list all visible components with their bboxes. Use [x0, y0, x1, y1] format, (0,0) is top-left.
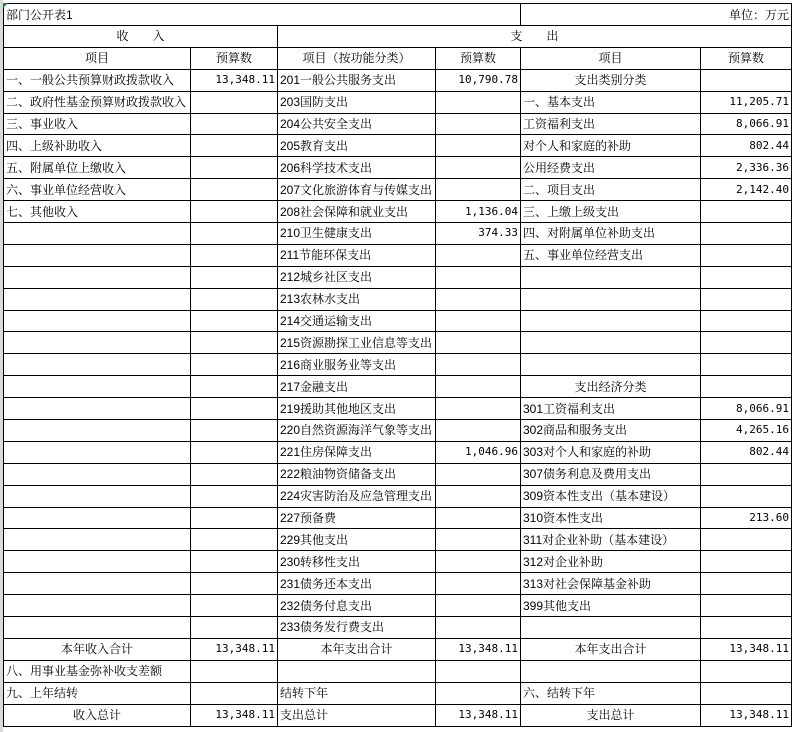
table-row — [4, 244, 792, 266]
table-row — [4, 223, 792, 245]
table-row — [4, 485, 792, 507]
budget-amount-cell[interactable] — [701, 223, 792, 245]
income-section-header[interactable]: 收 入 — [4, 26, 278, 48]
budget-amount-cell[interactable] — [436, 551, 521, 573]
budget-amount-cell[interactable]: 8,066.91 — [701, 113, 792, 135]
budget-amount-cell[interactable] — [191, 354, 278, 376]
item-cell[interactable]: 302商品和服务支出 — [521, 420, 701, 442]
item-cell[interactable]: 213农林水支出 — [278, 288, 436, 310]
budget-amount-cell[interactable] — [436, 310, 521, 332]
budget-amount-cell[interactable] — [436, 617, 521, 639]
item-cell[interactable] — [4, 463, 191, 485]
budget-amount-cell[interactable] — [701, 354, 792, 376]
item-cell[interactable]: 221住房保障支出 — [278, 441, 436, 463]
budget-amount-cell[interactable]: 13,348.11 — [436, 638, 521, 660]
table-title[interactable]: 部门公开表1 — [4, 4, 521, 26]
table-row — [4, 69, 792, 91]
item-cell[interactable]: 311对企业补助（基本建设） — [521, 529, 701, 551]
budget-table — [3, 3, 792, 727]
budget-amount-cell[interactable] — [436, 682, 521, 704]
item-cell[interactable]: 204公共安全支出 — [278, 113, 436, 135]
item-cell[interactable] — [521, 332, 701, 354]
item-cell[interactable] — [521, 266, 701, 288]
column-header-row — [4, 47, 792, 69]
budget-amount-cell[interactable]: 2,142.40 — [701, 179, 792, 201]
item-cell[interactable]: 220自然资源海洋气象等支出 — [278, 420, 436, 442]
budget-amount-cell[interactable] — [191, 463, 278, 485]
item-cell[interactable]: 三、事业收入 — [4, 113, 191, 135]
table-row — [4, 376, 792, 398]
budget-amount-cell[interactable] — [191, 617, 278, 639]
item-cell[interactable]: 七、其他收入 — [4, 201, 191, 223]
table-row — [4, 682, 792, 704]
item-cell[interactable] — [521, 660, 701, 682]
item-cell[interactable]: 219援助其他地区支出 — [278, 398, 436, 420]
item-cell[interactable] — [4, 617, 191, 639]
budget-amount-cell[interactable] — [191, 682, 278, 704]
budget-amount-cell[interactable] — [191, 507, 278, 529]
budget-amount-cell[interactable] — [191, 660, 278, 682]
expense-section-header[interactable]: 支 出 — [278, 26, 792, 48]
table-row — [4, 638, 792, 660]
item-cell[interactable]: 工资福利支出 — [521, 113, 701, 135]
table-row — [4, 135, 792, 157]
budget-amount-cell[interactable] — [701, 266, 792, 288]
budget-amount-cell[interactable] — [191, 551, 278, 573]
budget-amount-cell[interactable] — [191, 376, 278, 398]
budget-amount-cell[interactable] — [436, 529, 521, 551]
item-cell[interactable] — [4, 332, 191, 354]
budget-amount-cell[interactable]: 8,066.91 — [701, 398, 792, 420]
table-row — [4, 91, 792, 113]
table-row — [4, 507, 792, 529]
item-cell[interactable]: 二、政府性基金预算财政拨款收入 — [4, 91, 191, 113]
title-row — [4, 4, 792, 26]
item-cell[interactable]: 205教育支出 — [278, 135, 436, 157]
budget-amount-cell[interactable]: 213.60 — [701, 507, 792, 529]
item-cell[interactable]: 230转移性支出 — [278, 551, 436, 573]
item-cell[interactable]: 229其他支出 — [278, 529, 436, 551]
item-cell[interactable] — [521, 310, 701, 332]
budget-amount-cell[interactable] — [191, 310, 278, 332]
budget-amount-cell[interactable]: 13,348.11 — [436, 704, 521, 726]
item-cell[interactable]: 301工资福利支出 — [521, 398, 701, 420]
budget-amount-cell[interactable] — [436, 91, 521, 113]
table-row — [4, 420, 792, 442]
budget-amount-cell[interactable] — [436, 157, 521, 179]
budget-amount-cell[interactable] — [701, 660, 792, 682]
item-cell[interactable] — [4, 551, 191, 573]
item-cell[interactable]: 九、上年结转 — [4, 682, 191, 704]
budget-amount-cell[interactable] — [701, 551, 792, 573]
column-header[interactable]: 预算数 — [436, 47, 521, 69]
budget-amount-cell[interactable] — [191, 201, 278, 223]
table-row — [4, 179, 792, 201]
budget-amount-cell[interactable] — [191, 244, 278, 266]
budget-amount-cell[interactable] — [436, 573, 521, 595]
column-header[interactable]: 预算数 — [191, 47, 278, 69]
table-row — [4, 398, 792, 420]
item-cell[interactable]: 201一般公共服务支出 — [278, 69, 436, 91]
item-cell[interactable] — [521, 617, 701, 639]
budget-amount-cell[interactable]: 2,336.36 — [701, 157, 792, 179]
budget-amount-cell[interactable] — [191, 332, 278, 354]
item-cell[interactable]: 211节能环保支出 — [278, 244, 436, 266]
budget-amount-cell[interactable]: 11,205.71 — [701, 91, 792, 113]
budget-amount-cell[interactable] — [701, 310, 792, 332]
item-cell[interactable] — [4, 244, 191, 266]
table-row — [4, 266, 792, 288]
item-cell[interactable]: 208社会保障和就业支出 — [278, 201, 436, 223]
item-cell[interactable]: 三、上缴上级支出 — [521, 201, 701, 223]
item-cell[interactable]: 207文化旅游体育与传媒支出 — [278, 179, 436, 201]
item-cell[interactable]: 310资本性支出 — [521, 507, 701, 529]
budget-amount-cell[interactable]: 1,046.96 — [436, 441, 521, 463]
budget-amount-cell[interactable]: 13,348.11 — [191, 638, 278, 660]
budget-amount-cell[interactable] — [191, 441, 278, 463]
table-row — [4, 704, 792, 726]
budget-amount-cell[interactable]: 1,136.04 — [436, 201, 521, 223]
budget-amount-cell[interactable] — [191, 288, 278, 310]
budget-amount-cell[interactable] — [436, 135, 521, 157]
item-cell[interactable] — [521, 288, 701, 310]
item-cell[interactable]: 303对个人和家庭的补助 — [521, 441, 701, 463]
item-cell[interactable]: 支出经济分类 — [521, 376, 701, 398]
budget-amount-cell[interactable] — [436, 266, 521, 288]
item-cell[interactable]: 231债务还本支出 — [278, 573, 436, 595]
section-header-row — [4, 26, 792, 48]
table-row — [4, 529, 792, 551]
budget-amount-cell[interactable] — [191, 113, 278, 135]
table-row — [4, 463, 792, 485]
item-cell[interactable]: 222粮油物资储备支出 — [278, 463, 436, 485]
budget-amount-cell[interactable] — [191, 398, 278, 420]
budget-amount-cell[interactable] — [701, 573, 792, 595]
budget-amount-cell[interactable] — [436, 485, 521, 507]
budget-amount-cell[interactable] — [701, 288, 792, 310]
column-header[interactable]: 项目（按功能分类） — [278, 47, 436, 69]
budget-amount-cell[interactable]: 13,348.11 — [191, 69, 278, 91]
budget-amount-cell[interactable]: 10,790.78 — [436, 69, 521, 91]
budget-amount-cell[interactable] — [701, 332, 792, 354]
budget-amount-cell[interactable] — [701, 376, 792, 398]
budget-amount-cell[interactable]: 802.44 — [701, 441, 792, 463]
item-cell[interactable] — [4, 398, 191, 420]
item-cell[interactable]: 六、结转下年 — [521, 682, 701, 704]
table-row — [4, 573, 792, 595]
item-cell[interactable]: 结转下年 — [278, 682, 436, 704]
item-cell[interactable]: 一、一般公共预算财政拨款收入 — [4, 69, 191, 91]
budget-amount-cell[interactable] — [436, 507, 521, 529]
item-cell[interactable]: 313对社会保障基金补助 — [521, 573, 701, 595]
table-row — [4, 201, 792, 223]
budget-amount-cell[interactable] — [436, 376, 521, 398]
item-cell[interactable]: 本年支出合计 — [278, 638, 436, 660]
item-cell[interactable]: 224灾害防治及应急管理支出 — [278, 485, 436, 507]
item-cell[interactable]: 公用经费支出 — [521, 157, 701, 179]
item-cell[interactable]: 212城乡社区支出 — [278, 266, 436, 288]
item-cell[interactable]: 232债务付息支出 — [278, 595, 436, 617]
budget-amount-cell[interactable] — [436, 660, 521, 682]
item-cell[interactable] — [4, 376, 191, 398]
budget-amount-cell[interactable] — [701, 201, 792, 223]
item-cell[interactable] — [4, 223, 191, 245]
table-row — [4, 617, 792, 639]
item-cell[interactable]: 本年支出合计 — [521, 638, 701, 660]
item-cell[interactable] — [4, 288, 191, 310]
item-cell[interactable] — [4, 485, 191, 507]
item-cell[interactable]: 支出总计 — [521, 704, 701, 726]
budget-amount-cell[interactable] — [191, 529, 278, 551]
item-cell[interactable] — [4, 310, 191, 332]
item-cell[interactable]: 对个人和家庭的补助 — [521, 135, 701, 157]
budget-amount-cell[interactable] — [191, 420, 278, 442]
item-cell[interactable]: 四、上级补助收入 — [4, 135, 191, 157]
item-cell[interactable]: 309资本性支出（基本建设） — [521, 485, 701, 507]
item-cell[interactable]: 八、用事业基金弥补收支差额 — [4, 660, 191, 682]
budget-amount-cell[interactable]: 802.44 — [701, 135, 792, 157]
item-cell[interactable]: 307债务利息及费用支出 — [521, 463, 701, 485]
item-cell[interactable] — [4, 573, 191, 595]
budget-amount-cell[interactable] — [436, 398, 521, 420]
table-row — [4, 113, 792, 135]
item-cell[interactable] — [278, 660, 436, 682]
item-cell[interactable]: 216商业服务业等支出 — [278, 354, 436, 376]
item-cell[interactable] — [521, 354, 701, 376]
table-row — [4, 354, 792, 376]
budget-amount-cell[interactable]: 13,348.11 — [701, 638, 792, 660]
budget-amount-cell[interactable] — [191, 266, 278, 288]
item-cell[interactable] — [4, 507, 191, 529]
table-row — [4, 332, 792, 354]
table-row — [4, 595, 792, 617]
item-cell[interactable]: 一、基本支出 — [521, 91, 701, 113]
item-cell[interactable]: 203国防支出 — [278, 91, 436, 113]
table-row — [4, 288, 792, 310]
budget-amount-cell[interactable] — [436, 595, 521, 617]
item-cell[interactable]: 214交通运输支出 — [278, 310, 436, 332]
table-row — [4, 157, 792, 179]
budget-amount-cell[interactable] — [191, 573, 278, 595]
budget-amount-cell[interactable] — [191, 135, 278, 157]
item-cell[interactable] — [4, 441, 191, 463]
budget-amount-cell[interactable] — [436, 113, 521, 135]
column-header[interactable]: 预算数 — [701, 47, 792, 69]
budget-amount-cell[interactable]: 4,265.16 — [701, 420, 792, 442]
column-header[interactable]: 项目 — [521, 47, 701, 69]
budget-amount-cell[interactable] — [701, 682, 792, 704]
cell-comment-marker — [3, 3, 8, 8]
budget-amount-cell[interactable] — [191, 485, 278, 507]
budget-amount-cell[interactable]: 374.33 — [436, 223, 521, 245]
budget-amount-cell[interactable] — [191, 91, 278, 113]
item-cell[interactable]: 399其他支出 — [521, 595, 701, 617]
item-cell[interactable] — [4, 529, 191, 551]
table-row — [4, 551, 792, 573]
item-cell[interactable]: 五、附属单位上缴收入 — [4, 157, 191, 179]
table-row — [4, 310, 792, 332]
item-cell[interactable]: 二、项目支出 — [521, 179, 701, 201]
budget-amount-cell[interactable] — [191, 157, 278, 179]
item-cell[interactable] — [4, 266, 191, 288]
table-row — [4, 660, 792, 682]
budget-amount-cell[interactable] — [436, 244, 521, 266]
budget-amount-cell[interactable] — [701, 529, 792, 551]
budget-amount-cell[interactable] — [436, 463, 521, 485]
item-cell[interactable]: 支出总计 — [278, 704, 436, 726]
budget-amount-cell[interactable]: 13,348.11 — [701, 704, 792, 726]
item-cell[interactable] — [4, 595, 191, 617]
budget-amount-cell[interactable] — [701, 617, 792, 639]
item-cell[interactable]: 215资源勘探工业信息等支出 — [278, 332, 436, 354]
budget-amount-cell[interactable] — [191, 179, 278, 201]
item-cell[interactable]: 210卫生健康支出 — [278, 223, 436, 245]
budget-amount-cell[interactable] — [701, 595, 792, 617]
item-cell[interactable]: 收入总计 — [4, 704, 191, 726]
item-cell[interactable]: 217金融支出 — [278, 376, 436, 398]
item-cell[interactable]: 支出类别分类 — [521, 69, 701, 91]
unit-label[interactable]: 单位：万元 — [521, 4, 792, 26]
item-cell[interactable]: 四、对附属单位补助支出 — [521, 223, 701, 245]
budget-amount-cell[interactable] — [436, 420, 521, 442]
budget-amount-cell[interactable] — [701, 463, 792, 485]
budget-amount-cell[interactable] — [436, 179, 521, 201]
budget-amount-cell[interactable] — [436, 288, 521, 310]
item-cell[interactable] — [4, 420, 191, 442]
budget-amount-cell[interactable] — [701, 244, 792, 266]
budget-amount-cell[interactable] — [701, 69, 792, 91]
item-cell[interactable]: 233债务发行费支出 — [278, 617, 436, 639]
item-cell[interactable]: 六、事业单位经营收入 — [4, 179, 191, 201]
item-cell[interactable] — [4, 354, 191, 376]
budget-amount-cell[interactable] — [436, 354, 521, 376]
budget-amount-cell[interactable] — [436, 332, 521, 354]
budget-amount-cell[interactable] — [701, 485, 792, 507]
budget-amount-cell[interactable] — [191, 595, 278, 617]
column-header[interactable]: 项目 — [4, 47, 191, 69]
budget-amount-cell[interactable] — [191, 223, 278, 245]
item-cell[interactable]: 本年收入合计 — [4, 638, 191, 660]
item-cell[interactable]: 227预备费 — [278, 507, 436, 529]
item-cell[interactable]: 五、事业单位经营支出 — [521, 244, 701, 266]
table-row — [4, 441, 792, 463]
item-cell[interactable]: 206科学技术支出 — [278, 157, 436, 179]
item-cell[interactable]: 312对企业补助 — [521, 551, 701, 573]
budget-amount-cell[interactable]: 13,348.11 — [191, 704, 278, 726]
